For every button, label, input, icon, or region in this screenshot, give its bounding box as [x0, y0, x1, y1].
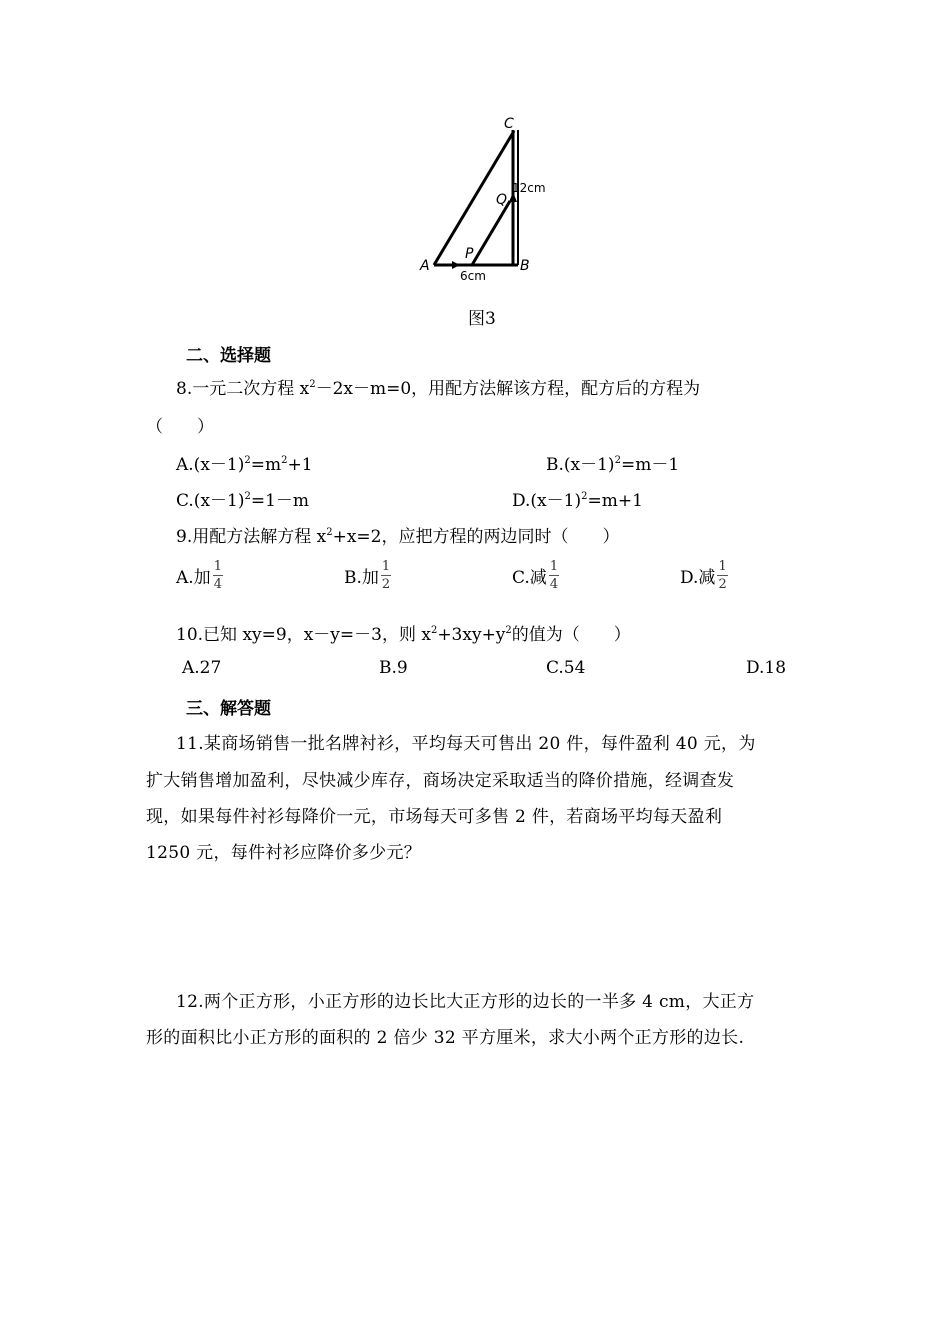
section-3-heading: 三、解答题: [186, 699, 271, 719]
q10-stem: 10.已知 xy=9，x－y=－3，则 $x^2+3xy+y^2$的值为（ ）: [176, 625, 631, 645]
q10-option-d: D.18: [746, 658, 787, 678]
q9-option-d: D.减 $\frac{1}{2}$: [680, 559, 727, 592]
figure-caption: 图3: [468, 309, 496, 329]
q11-line-1: 11.某商场销售一批名牌衬衫，平均每天可售出 20 件，每件盈利 40 元，为: [176, 734, 756, 754]
q9-option-a: A.加 $\frac{1}{4}$: [176, 559, 222, 592]
triangle-figure: [410, 108, 560, 288]
q9-option-b: B.加 $\frac{1}{2}$: [344, 559, 391, 592]
q11-line-4: 1250 元，每件衬衫应降价多少元？: [146, 843, 422, 863]
q9-stem: 9.用配方法解方程 $x^2+x=2$，应把方程的两边同时（ ）: [176, 527, 620, 547]
q8-stem: 8.一元二次方程 $x^2-2x-m=0$，用配方法解该方程，配方后的方程为: [176, 379, 701, 399]
label-b: B: [520, 258, 530, 274]
segment-pq: [472, 201, 510, 265]
q11-line-2: 扩大销售增加盈利，尽快减少库存，商场决定采取适当的降价措施，经调查发: [146, 771, 735, 791]
q12-line-2: 形的面积比小正方形的面积的 2 倍少 32 平方厘米，求大小两个正方形的边长.: [146, 1028, 745, 1048]
arrow-ab-icon: [452, 261, 460, 269]
label-p: P: [465, 246, 474, 262]
q8-option-d: $D.(x-1)^2=m+1$: [512, 491, 643, 511]
q10-option-c: C.54: [546, 658, 586, 678]
label-q: Q: [496, 192, 508, 208]
q12-line-1: 12.两个正方形，小正方形的边长比大正方形的边长的一半多 4 cm，大正方: [176, 992, 755, 1012]
q8-option-c: $C.(x-1)^2=1-m$: [176, 491, 310, 511]
q11-line-3: 现，如果每件衬衫每降价一元，市场每天可多售 2 件，若商场平均每天盈利: [146, 807, 723, 827]
q10-option-b: B.9: [379, 658, 408, 678]
q10-option-a: A.27: [182, 658, 222, 678]
section-2-heading: 二、选择题: [186, 346, 271, 366]
q8-paren: （ ）: [146, 417, 214, 437]
q8-option-b: $B.(x-1)^2=m-1$: [546, 455, 680, 475]
label-c: C: [504, 116, 514, 132]
q9-option-c: C.减 $\frac{1}{4}$: [512, 559, 559, 592]
dim-bc: 12cm: [512, 181, 546, 195]
dim-ab: 6cm: [460, 269, 486, 283]
q8-option-a: $A.(x-1)^2=m^2+1$: [176, 455, 313, 475]
label-a: A: [420, 258, 430, 274]
